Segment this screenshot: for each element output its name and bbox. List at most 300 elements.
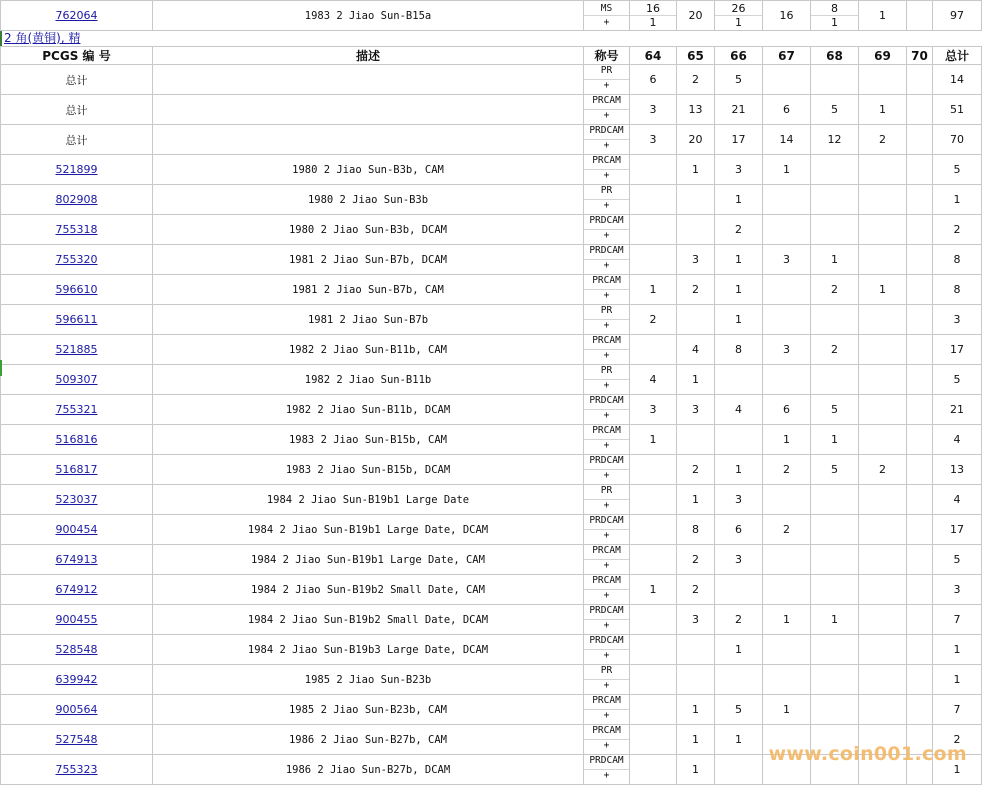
designation-cell (584, 95, 630, 125)
description-cell: 1985 2 Jiao Sun-B23b (153, 665, 584, 695)
table-row (1, 335, 982, 365)
grade-66-count (715, 365, 763, 395)
pcgs-number-cell[interactable] (1, 215, 153, 245)
pcgs-number-cell[interactable] (1, 245, 153, 275)
pcgs-number-link[interactable]: 900454 (55, 523, 98, 536)
section-title[interactable] (0, 31, 983, 46)
pcgs-number-link[interactable]: 528548 (55, 643, 98, 656)
grade-70-count (907, 545, 933, 575)
grade-69-count (859, 245, 907, 275)
grade-66-count: 1 (715, 185, 763, 215)
grade-67-count: 14 (763, 125, 811, 155)
designation-cell (584, 575, 630, 605)
designation-plus: + (603, 500, 610, 511)
grade-67-count: 2 (763, 455, 811, 485)
grade-70-count (907, 275, 933, 305)
grade-67-cell: 16 (763, 1, 811, 31)
grade-65-count (677, 425, 715, 455)
designation-label: PRCAM (584, 545, 629, 560)
grade-69-count (859, 335, 907, 365)
pcgs-number-cell[interactable] (1, 395, 153, 425)
description-cell: 1982 2 Jiao Sun-B11b, CAM (153, 335, 584, 365)
total-count: 5 (933, 545, 982, 575)
designation-plus: + (603, 740, 610, 751)
grade-69-count (859, 605, 907, 635)
pcgs-number-cell[interactable] (1, 545, 153, 575)
table-row (1, 185, 982, 215)
designation-label: PR (584, 305, 629, 320)
grade-65-count: 2 (677, 65, 715, 95)
table-row (1, 245, 982, 275)
designation-label: PR (584, 185, 629, 200)
pcgs-number-link[interactable]: 509307 (55, 373, 98, 386)
total-count: 21 (933, 395, 982, 425)
description-cell: 1983 2 Jiao Sun-B15b, DCAM (153, 455, 584, 485)
designation-plus: + (603, 650, 610, 661)
grade-67-count: 6 (763, 395, 811, 425)
grade-68-top: 8 (811, 2, 858, 16)
table-row (1, 395, 982, 425)
grade-66-count: 17 (715, 125, 763, 155)
grade-64-count: 2 (630, 305, 677, 335)
grade-65-count (677, 665, 715, 695)
grade-70-count (907, 695, 933, 725)
grade-64-count (630, 485, 677, 515)
grade-68-count: 5 (811, 455, 859, 485)
grade-68-cell (811, 1, 859, 31)
grade-64-count (630, 605, 677, 635)
grade-65-count: 1 (677, 365, 715, 395)
total-count: 8 (933, 245, 982, 275)
grade-70-count (907, 605, 933, 635)
grade-70-count (907, 215, 933, 245)
designation-plus: + (603, 470, 610, 481)
table-row (1, 545, 982, 575)
description-cell: 1980 2 Jiao Sun-B3b, DCAM (153, 215, 584, 245)
total-count: 17 (933, 515, 982, 545)
total-count: 17 (933, 335, 982, 365)
grade-64-count (630, 545, 677, 575)
grade-69-count (859, 485, 907, 515)
designation-label: PR (584, 485, 629, 500)
grade-69-count (859, 395, 907, 425)
grade-68-count (811, 155, 859, 185)
grade-65-cell: 20 (677, 1, 715, 31)
description-cell: 1981 2 Jiao Sun-B7b, CAM (153, 275, 584, 305)
grade-64-count: 1 (630, 575, 677, 605)
grade-66-count (715, 425, 763, 455)
grade-69-count: 2 (859, 455, 907, 485)
grade-68-count: 2 (811, 275, 859, 305)
grade-70-count (907, 665, 933, 695)
pcgs-number-cell[interactable] (1, 305, 153, 335)
grade-64-count: 4 (630, 365, 677, 395)
pcgs-number-cell[interactable] (1, 485, 153, 515)
header-grade-68: 68 (811, 47, 859, 65)
grade-67-count (763, 185, 811, 215)
total-count: 13 (933, 455, 982, 485)
grade-70-count (907, 575, 933, 605)
table-row (1, 305, 982, 335)
grade-67-count: 2 (763, 515, 811, 545)
population-table (0, 46, 982, 785)
grade-66-count: 1 (715, 725, 763, 755)
table-body (1, 65, 982, 785)
table-row (1, 695, 982, 725)
grade-70-count (907, 635, 933, 665)
grade-65-count (677, 185, 715, 215)
designation-label: PR (584, 65, 629, 80)
description-cell: 1981 2 Jiao Sun-B7b, DCAM (153, 245, 584, 275)
header-grade-65: 65 (677, 47, 715, 65)
grade-65-count: 3 (677, 605, 715, 635)
pcgs-number-cell[interactable] (1, 575, 153, 605)
grade-66-count: 3 (715, 545, 763, 575)
designation-label: PRCAM (584, 335, 629, 350)
description-cell: 1983 2 Jiao Sun-B15a (153, 1, 584, 31)
grade-64-count (630, 155, 677, 185)
total-count: 7 (933, 605, 982, 635)
grade-65-count: 2 (677, 275, 715, 305)
grade-64-cell (630, 1, 677, 31)
grade-66-cell (715, 1, 763, 31)
grade-69-count (859, 365, 907, 395)
designation-cell (584, 245, 630, 275)
pcgs-number-cell[interactable] (1, 515, 153, 545)
header-description: 描述 (153, 47, 584, 65)
grade-65-count: 2 (677, 575, 715, 605)
description-cell: 1980 2 Jiao Sun-B3b, CAM (153, 155, 584, 185)
total-count: 3 (933, 305, 982, 335)
grade-68-count (811, 305, 859, 335)
pcgs-number-cell: 总计 (1, 125, 153, 155)
header-total: 总计 (933, 47, 982, 65)
grade-65-count: 1 (677, 695, 715, 725)
previous-section-row (0, 0, 982, 31)
table-row (1, 515, 982, 545)
grade-66-count: 6 (715, 515, 763, 545)
grade-65-count: 3 (677, 395, 715, 425)
grade-67-count: 1 (763, 605, 811, 635)
designation-label: PRCAM (584, 725, 629, 740)
grade-70-count (907, 485, 933, 515)
designation-plus: + (603, 110, 610, 121)
designation-label: PRDCAM (584, 515, 629, 530)
table-header-row (1, 47, 982, 65)
designation-plus: + (603, 380, 610, 391)
designation-label: PRDCAM (584, 755, 629, 770)
grade-64-count (630, 725, 677, 755)
pcgs-number-link[interactable]: 755320 (55, 253, 98, 266)
pcgs-number-cell[interactable] (1, 1, 153, 31)
pcgs-number-cell[interactable] (1, 155, 153, 185)
pcgs-number-link[interactable]: 674913 (55, 553, 98, 566)
pcgs-number-cell: 总计 (1, 95, 153, 125)
grade-67-count (763, 635, 811, 665)
total-count: 1 (933, 755, 982, 785)
pcgs-number-cell[interactable] (1, 185, 153, 215)
grade-68-count: 1 (811, 245, 859, 275)
pcgs-number-link[interactable]: 900564 (55, 703, 98, 716)
grade-64-count (630, 635, 677, 665)
grade-66-count: 3 (715, 485, 763, 515)
designation-plus: + (603, 560, 610, 571)
pcgs-number-cell[interactable] (1, 725, 153, 755)
total-count: 1 (933, 665, 982, 695)
designation-plus: + (603, 530, 610, 541)
grade-70-count (907, 365, 933, 395)
pcgs-number-link[interactable]: 523037 (55, 493, 98, 506)
pcgs-number-link[interactable]: 674912 (55, 583, 98, 596)
grade-65-count: 4 (677, 335, 715, 365)
designation-cell (584, 125, 630, 155)
grade-64-count (630, 695, 677, 725)
description-cell: 1984 2 Jiao Sun-B19b1 Large Date (153, 485, 584, 515)
designation-cell (584, 215, 630, 245)
grade-66-count: 5 (715, 65, 763, 95)
pcgs-number-link[interactable]: 802908 (55, 193, 98, 206)
grade-65-count (677, 215, 715, 245)
description-cell: 1984 2 Jiao Sun-B19b3 Large Date, DCAM (153, 635, 584, 665)
pcgs-number-cell: 总计 (1, 65, 153, 95)
description-cell (153, 65, 584, 95)
pcgs-number-link[interactable]: 755323 (55, 763, 98, 776)
grade-64-count (630, 185, 677, 215)
designation-plus: + (603, 320, 610, 331)
grade-68-count: 12 (811, 125, 859, 155)
designation-cell (584, 155, 630, 185)
grade-69-count (859, 545, 907, 575)
pcgs-number-link[interactable]: 596611 (55, 313, 98, 326)
grade-65-count: 2 (677, 455, 715, 485)
designation-label: PRCAM (584, 695, 629, 710)
grade-68-count (811, 695, 859, 725)
pcgs-number-cell[interactable] (1, 635, 153, 665)
table-row (1, 155, 982, 185)
description-cell: 1982 2 Jiao Sun-B11b, DCAM (153, 395, 584, 425)
grade-64-count (630, 665, 677, 695)
pcgs-number-link[interactable]: 521885 (55, 343, 98, 356)
designation-label: PRDCAM (584, 245, 629, 260)
total-count: 14 (933, 65, 982, 95)
pcgs-number-cell[interactable] (1, 605, 153, 635)
description-cell (153, 95, 584, 125)
total-count: 1 (933, 185, 982, 215)
header-grade-69: 69 (859, 47, 907, 65)
grade-68-count: 5 (811, 395, 859, 425)
designation-plus: + (603, 770, 610, 781)
table-row (1, 125, 982, 155)
designation-cell (584, 425, 630, 455)
description-cell: 1986 2 Jiao Sun-B27b, CAM (153, 725, 584, 755)
grade-69-count (859, 155, 907, 185)
designation-plus: + (603, 620, 610, 631)
pcgs-number-link[interactable]: 762064 (55, 9, 98, 22)
total-count: 51 (933, 95, 982, 125)
grade-65-count: 1 (677, 155, 715, 185)
grade-65-count: 1 (677, 755, 715, 785)
grade-68-count (811, 485, 859, 515)
grade-68-count (811, 665, 859, 695)
grade-67-count: 1 (763, 695, 811, 725)
pcgs-number-cell[interactable] (1, 365, 153, 395)
grade-64-count (630, 515, 677, 545)
header-grade-64: 64 (630, 47, 677, 65)
pcgs-number-cell[interactable] (1, 335, 153, 365)
grade-65-count: 1 (677, 725, 715, 755)
pcgs-number-link[interactable]: 900455 (55, 613, 98, 626)
section-title-link[interactable]: 2 角(黄铜), 精 (4, 31, 81, 45)
designation-plus: + (603, 710, 610, 721)
grade-68-count: 1 (811, 605, 859, 635)
grade-64-count (630, 215, 677, 245)
pcgs-number-cell[interactable] (1, 455, 153, 485)
grade-65-count: 3 (677, 245, 715, 275)
grade-66-count (715, 575, 763, 605)
designation-cell (584, 275, 630, 305)
total-count: 8 (933, 275, 982, 305)
description-cell: 1985 2 Jiao Sun-B23b, CAM (153, 695, 584, 725)
pcgs-number-link[interactable]: 516817 (55, 463, 98, 476)
pcgs-number-cell[interactable] (1, 695, 153, 725)
designation-cell (584, 65, 630, 95)
total-count: 7 (933, 695, 982, 725)
designation-label: PRCAM (584, 425, 629, 440)
grade-69-count (859, 65, 907, 95)
description-cell: 1981 2 Jiao Sun-B7b (153, 305, 584, 335)
grade-66-count: 3 (715, 155, 763, 185)
grade-64-count (630, 335, 677, 365)
designation-cell (584, 755, 630, 785)
description-cell: 1984 2 Jiao Sun-B19b2 Small Date, DCAM (153, 605, 584, 635)
designation-cell (584, 665, 630, 695)
designation-plus: + (603, 680, 610, 691)
grade-70-count (907, 335, 933, 365)
grade-67-count (763, 545, 811, 575)
pcgs-number-cell[interactable] (1, 425, 153, 455)
grade-67-count (763, 485, 811, 515)
description-cell: 1984 2 Jiao Sun-B19b1 Large Date, CAM (153, 545, 584, 575)
designation-cell (584, 545, 630, 575)
pcgs-number-cell[interactable] (1, 755, 153, 785)
designation-plus: + (603, 260, 610, 271)
total-count: 2 (933, 725, 982, 755)
grade-69-count: 2 (859, 125, 907, 155)
grade-70-cell (907, 1, 933, 31)
pcgs-number-cell[interactable] (1, 665, 153, 695)
designation-label: PR (584, 365, 629, 380)
table-row (1, 275, 982, 305)
grade-68-count (811, 215, 859, 245)
grade-67-count: 6 (763, 95, 811, 125)
grade-68-count (811, 515, 859, 545)
designation-plus: + (603, 80, 610, 91)
total-count: 5 (933, 155, 982, 185)
grade-65-count: 20 (677, 125, 715, 155)
grade-67-count: 1 (763, 425, 811, 455)
designation-label: PRCAM (584, 95, 629, 110)
grade-64-count: 1 (630, 275, 677, 305)
grade-67-count: 3 (763, 335, 811, 365)
grade-66-count: 5 (715, 695, 763, 725)
total-count: 4 (933, 425, 982, 455)
grade-69-count (859, 665, 907, 695)
pcgs-number-link[interactable]: 639942 (55, 673, 98, 686)
grade-64-count: 6 (630, 65, 677, 95)
table-row (1, 485, 982, 515)
grade-70-count (907, 245, 933, 275)
grade-70-count (907, 455, 933, 485)
pcgs-number-link[interactable]: 755321 (55, 403, 98, 416)
total-count: 3 (933, 575, 982, 605)
grade-65-count: 2 (677, 545, 715, 575)
header-grade-66: 66 (715, 47, 763, 65)
grade-64-count (630, 755, 677, 785)
table-row (1, 635, 982, 665)
grade-68-count (811, 365, 859, 395)
grade-70-count (907, 125, 933, 155)
designation-cell (584, 725, 630, 755)
grade-70-count (907, 395, 933, 425)
designation-cell (584, 485, 630, 515)
row-marker (0, 360, 2, 376)
pcgs-number-link[interactable]: 527548 (55, 733, 98, 746)
description-cell: 1984 2 Jiao Sun-B19b1 Large Date, DCAM (153, 515, 584, 545)
grade-66-count: 1 (715, 635, 763, 665)
pcgs-number-link[interactable]: 516816 (55, 433, 98, 446)
total-count: 70 (933, 125, 982, 155)
description-cell: 1986 2 Jiao Sun-B27b, DCAM (153, 755, 584, 785)
designation-cell (584, 185, 630, 215)
total-count: 4 (933, 485, 982, 515)
designation-plus: + (603, 410, 610, 421)
designation-label: PRDCAM (584, 395, 629, 410)
designation-plus: + (603, 290, 610, 301)
pcgs-number-link[interactable]: 521899 (55, 163, 98, 176)
designation-plus: + (603, 200, 610, 211)
table-row (1, 365, 982, 395)
grade-69-count (859, 215, 907, 245)
grade-70-count (907, 155, 933, 185)
pcgs-number-link[interactable]: 755318 (55, 223, 98, 236)
grade-64-count (630, 455, 677, 485)
designation-label: PR (584, 665, 629, 680)
grade-66-bottom: 1 (735, 15, 742, 29)
grade-70-count (907, 305, 933, 335)
pcgs-number-link[interactable]: 596610 (55, 283, 98, 296)
grade-67-count (763, 215, 811, 245)
grade-67-count (763, 575, 811, 605)
pcgs-number-cell[interactable] (1, 275, 153, 305)
grade-66-count (715, 665, 763, 695)
header-designation: 称号 (584, 47, 630, 65)
grade-67-count (763, 65, 811, 95)
designation-label: PRDCAM (584, 125, 629, 140)
designation-label: PRCAM (584, 275, 629, 290)
grade-66-count: 2 (715, 605, 763, 635)
grade-69-count (859, 695, 907, 725)
grade-68-count (811, 65, 859, 95)
designation-plus: + (603, 170, 610, 181)
grade-70-count (907, 515, 933, 545)
description-cell (153, 125, 584, 155)
grade-69-count (859, 305, 907, 335)
table-row (1, 605, 982, 635)
grade-66-count: 8 (715, 335, 763, 365)
designation-cell (584, 605, 630, 635)
grade-67-count (763, 305, 811, 335)
table-row (1, 455, 982, 485)
